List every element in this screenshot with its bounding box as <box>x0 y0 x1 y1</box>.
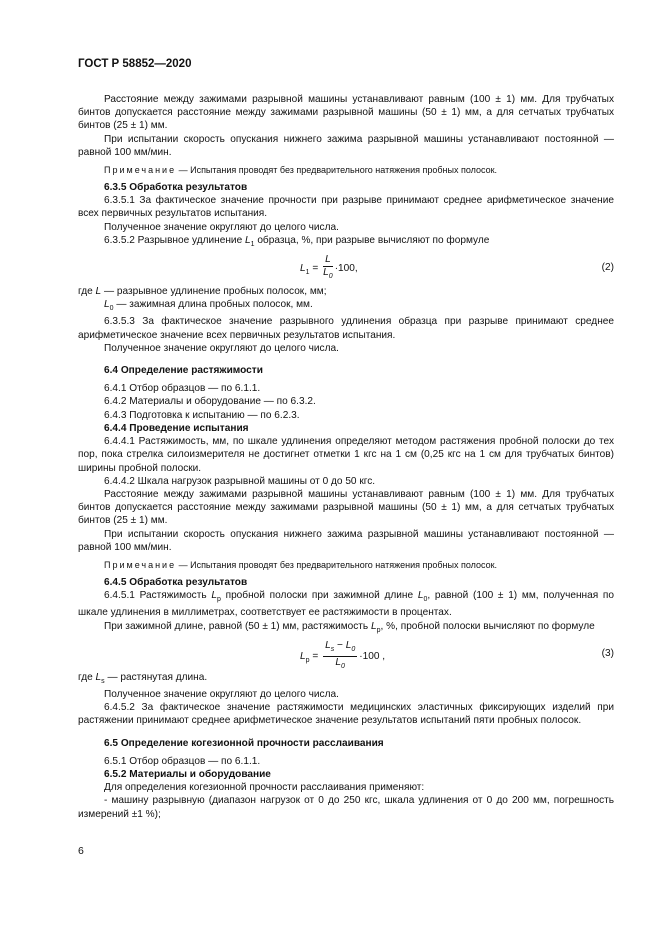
paragraph: Расстояние между зажимами разрывной машины устанавливают равным (100 ± 1) мм. Для трубчатых бинтов допускается расстояние между зажимами разрывной машины (50 ± 1) мм, а для сетчатых трубчатых бинтов (25 ± 1) мм. <box>78 94 614 132</box>
fraction: $\frac{L}{L_0}$ <box>323 254 333 281</box>
where-line: $L_0$ — зажимная длина пробных полосок, мм. <box>104 299 313 313</box>
note <box>78 164 614 176</box>
document-body <box>78 93 614 821</box>
paragraph: 6.4.3 Подготовка к испытанию — по 6.2.3. <box>104 409 300 421</box>
where-line: где L — разрывное удлинение пробных полосок, мм; <box>78 286 327 298</box>
paragraph: Полученное значение округляют до целого числа. <box>104 221 339 233</box>
paragraph: 6.4.5.1 Растяжимость $L_р$ пробной полоски при зажимной длине $L_0$, равной (100 ± 1) мм, полученная по шкале удлинения в миллиметрах, соответствует ее растяжимости в процентах. <box>78 590 614 619</box>
paragraph: 6.4.4.2 Шкала нагрузок разрывной машины от 0 до 50 кгс. <box>104 475 376 487</box>
paragraph: Расстояние между зажимами разрывной машины устанавливают равным (100 ± 1) мм. Для трубчатых бинтов допускается расстояние между зажимами разрывной машины (50 ± 1) мм, а для сетчатых трубчатых бинтов (25 ± 1) мм. <box>78 488 614 527</box>
page-number: 6 <box>78 845 84 857</box>
formula-number: (3) <box>601 647 614 659</box>
where-line: где $L_s$ — растянутая длина. <box>78 671 208 685</box>
section-heading: 6.4 Определение растяжимости <box>104 365 263 377</box>
note-label: Примечание <box>104 165 177 176</box>
paragraph: 6.4.2 Материалы и оборудование — по 6.3.2. <box>104 396 316 408</box>
formula-expression: $L_1$ = $\frac{L}{L_0}$ ·100, <box>300 254 358 283</box>
note-label: Примечание <box>104 559 177 570</box>
formula-2 <box>78 251 614 285</box>
formula-expression: $L_р$ = $\frac{L_s - L_0}{L_0}$ ·100 , <box>300 640 385 673</box>
formula-3 <box>78 637 614 671</box>
note <box>78 559 614 571</box>
formula-number: (2) <box>601 262 614 274</box>
paragraph: При испытании скорость опускания нижнего зажима разрывной машины устанавливают постоянной — равной 100 мм/мин. <box>78 133 614 158</box>
paragraph: Полученное значение округляют до целого числа. <box>104 688 339 700</box>
paragraph: 6.3.5.3 За фактическое значение разрывного удлинения образца при разрыве принимают среднее арифметическое значение всех первичных результатов испытания. <box>78 316 614 341</box>
paragraph: 6.5.1 Отбор образцов — по 6.1.1. <box>104 755 261 767</box>
paragraph: 6.4.1 Отбор образцов — по 6.1.1. <box>104 383 261 395</box>
document-header: ГОСТ Р 58852—2020 <box>78 58 192 70</box>
section-heading: 6.3.5 Обработка результатов <box>104 182 248 194</box>
paragraph: Полученное значение округляют до целого числа. <box>104 342 339 354</box>
section-heading: 6.4.5 Обработка результатов <box>104 576 248 588</box>
paragraph: 6.3.5.1 За фактическое значение прочности при разрыве принимают среднее арифметическое значение всех первичных результатов испытания. <box>78 195 614 220</box>
note-text: — Испытания проводят без предварительного натяжения пробных полосок. <box>176 559 498 570</box>
note-text: — Испытания проводят без предварительного натяжения пробных полосок. <box>176 165 498 176</box>
paragraph: 6.3.5.2 Разрывное удлинение $L_1$ образца, %, при разрыве вычисляют по формуле <box>104 234 490 248</box>
paragraph: - машину разрывную (диапазон нагрузок от 0 до 250 кгс, шкала удлинения от 0 до 200 мм, погрешность измерений ±1 %); <box>78 795 614 820</box>
paragraph: Для определения когезионной прочности расслаивания применяют: <box>104 782 425 794</box>
fraction: $\frac{L_s - L_0}{L_0}$ <box>325 639 356 670</box>
section-heading: 6.5 Определение когезионной прочности расслаивания <box>104 737 384 749</box>
paragraph: 6.4.5.2 За фактическое значение растяжимости медицинских эластичных фиксирующих изделий при растяжении принимают среднее арифметическое значение результатов испытаний пяти пробных полосок. <box>78 702 614 727</box>
paragraph: При испытании скорость опускания нижнего зажима разрывной машины устанавливают постоянной — равной 100 мм/мин. <box>78 528 614 553</box>
paragraph: При зажимной длине, равной (50 ± 1) мм, растяжимость $L_р$, %, пробной полоски вычисляют по формуле <box>104 620 595 634</box>
paragraph: 6.4.4.1 Растяжимость, мм, по шкале удлинения определяют методом растяжения пробной полоски до тех пор, пока стрелка силоизмерителя не достигнет отметки 1 кгс на 1 см (0,25 кгс на 1 см для трубчатых бинтов) ширины пробной полоски. <box>78 436 614 474</box>
section-heading: 6.5.2 Материалы и оборудование <box>104 769 271 780</box>
section-heading: 6.4.4 Проведение испытания <box>104 422 249 434</box>
